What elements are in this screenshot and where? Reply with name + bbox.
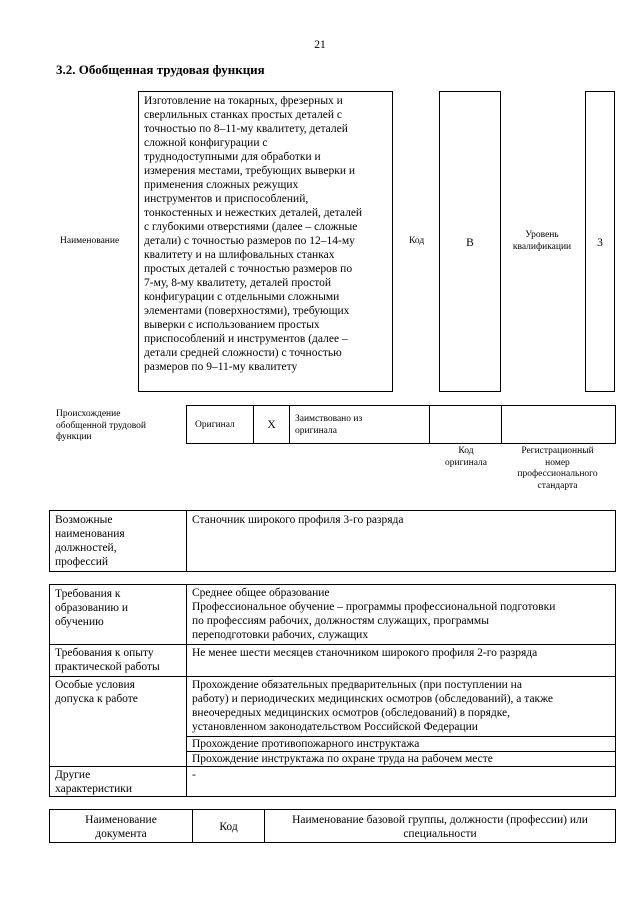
- origin-label: Происхождение обобщенной трудовой функции: [56, 409, 146, 442]
- experience-label: Требования к опыту практической работы: [55, 647, 160, 673]
- doc-col-code: Код: [219, 821, 238, 833]
- doc-col-name: Наименование документа: [85, 814, 157, 840]
- positions-table: [49, 510, 616, 572]
- origin-mark: X: [267, 419, 276, 431]
- education-value: Среднее общее образование Профессиональное обучение – программы профессиональной подготовки по профессиям рабочих, должностям служащих, программы переподготовки рабочих, служащих: [192, 587, 556, 641]
- conditions-value-medical: Прохождение обязательных предварительных (при поступлении на работу) и периодических медицинских осмотров (обследований), а также внеочередных медицинских осмотров (обследований) в порядке, установленном законодательством Российской Федерации: [192, 679, 554, 733]
- other-value: -: [192, 769, 196, 781]
- other-label: Другие характеристики: [55, 769, 133, 795]
- code-value: B: [466, 237, 474, 249]
- name-text: Изготовление на токарных, фрезерных и сверлильных станках простых деталей с точностью по 8–11-му квалитету, деталей сложной конфигурации с труднодоступными для обработки и измерения местами, требующих выверки и применения сложных режущих инструментов и приспособлений, тонкостенных и нежестких деталей, деталей с глубокими отверстиями (далее – сложные детали) с точностью размеров по 12–14-му квалитету и на шлифовальных станках простых деталей с точностью размеров по 7-му, 8-му квалитету, деталей простой конфигурации с отдельными сложными элементами (поверхностями), требующих выверки с использованием простых приспособлений и инструментов (далее – детали средней сложности) с точностью размеров по 9–11-му квалитету: [144, 95, 363, 373]
- name-cell: [138, 91, 393, 392]
- doc-col-group: Наименование базовой группы, должности (профессии) или специальности: [292, 814, 588, 840]
- origin-reg-caption: Регистрационный номер профессионального стандарта: [517, 446, 598, 491]
- code-cell: [439, 91, 501, 392]
- name-label: Наименование: [60, 236, 120, 246]
- origin-original: Оригинал: [195, 420, 235, 430]
- education-label: Требования к образованию и обучению: [55, 588, 128, 628]
- origin-code-caption: Код оригинала: [445, 446, 487, 468]
- level-label: Уровень квалификации: [512, 230, 572, 252]
- level-value: 3: [597, 237, 603, 249]
- conditions-label: Особые условия допуска к работе: [55, 679, 138, 705]
- origin-table: [186, 405, 616, 444]
- level-cell: [585, 91, 615, 392]
- positions-value: Станочник широкого профиля 3-го разряда: [192, 514, 404, 526]
- requirements-table: [49, 584, 616, 797]
- experience-value: Не менее шести месяцев станочником широкого профиля 2-го разряда: [192, 647, 538, 659]
- positions-label: Возможные наименования должностей, профессий: [55, 514, 125, 568]
- conditions-value-safety: Прохождение инструктажа по охране труда на рабочем месте: [192, 753, 493, 765]
- origin-borrowed: Заимствовано из оригинала: [295, 414, 363, 436]
- doc-table-header: [49, 809, 616, 843]
- section-title: 3.2. Обобщенная трудовая функция: [56, 62, 265, 77]
- page-number: 21: [314, 39, 326, 51]
- conditions-value-fire: Прохождение противопожарного инструктажа: [192, 738, 420, 750]
- code-label: Код: [409, 236, 425, 246]
